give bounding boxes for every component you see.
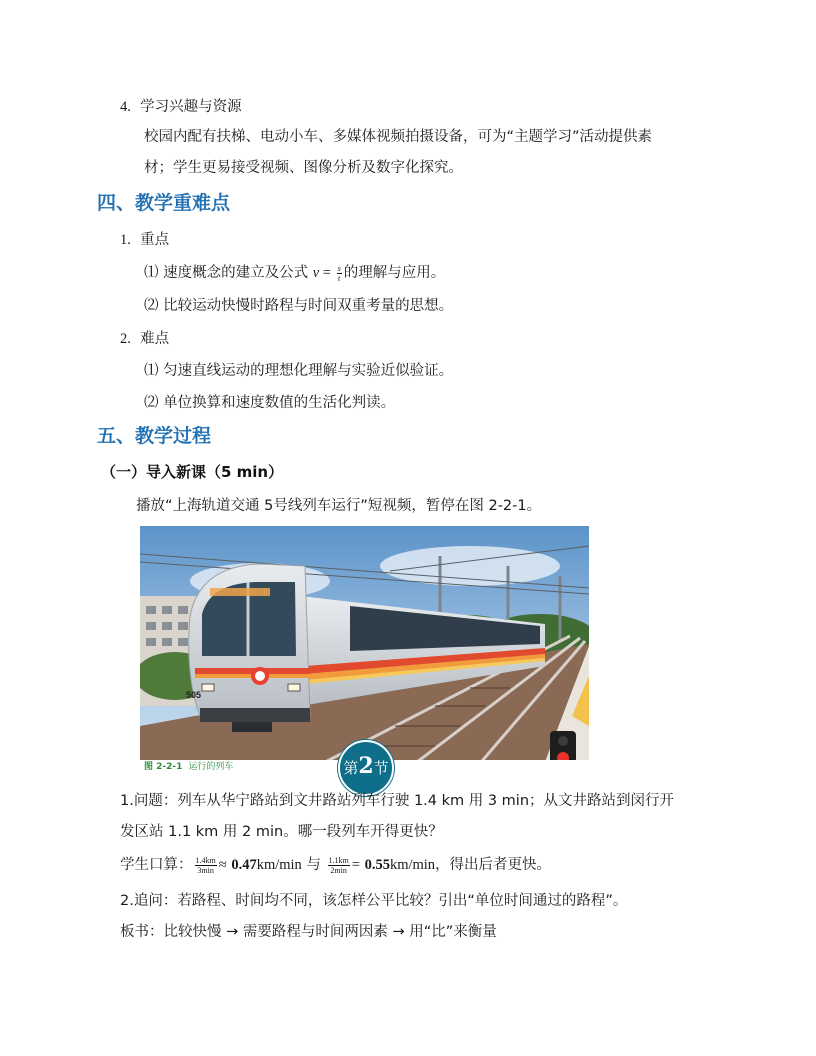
key-points-heading	[120, 230, 169, 250]
calc-fraction-1-numerator: 1.4km	[195, 855, 216, 865]
interest-title: 学习兴趣与资源	[140, 99, 242, 115]
board-writing: 板书：比较快慢 → 需要路程与时间两因素 → 用“比”来衡量	[120, 924, 497, 940]
interest-number: 4.	[120, 99, 131, 115]
calc-tail: ，得出后者更快。	[435, 857, 552, 873]
question-2: 2.追问：若路程、时间均不同，该怎样公平比较？引出“单位时间通过的路程”。	[120, 893, 628, 909]
badge-suffix: 节	[373, 759, 389, 777]
key-point-1-prefix: ⑴ 速度概念的建立及公式	[144, 265, 309, 281]
interest-heading	[120, 97, 242, 117]
mental-calculation	[120, 855, 551, 875]
intro-text: 播放“上海轨道交通 5号线列车运行”短视频，暂停在图 2-2-1。	[136, 498, 542, 514]
question-1-line-1: 1.问题：列车从华宁路站到文井路站列车行驶 1.4 km 用 3 min；从文井路站到闵行开	[120, 793, 675, 809]
calc-fraction-1	[195, 856, 217, 875]
calc-fraction-1-denominator: 3min	[197, 865, 214, 875]
calc-unit-1: km/min	[256, 857, 302, 873]
difficult-points-number: 2.	[120, 331, 131, 347]
formula-denominator: t	[338, 273, 341, 283]
calc-fraction-2-denominator: 2min	[330, 865, 347, 875]
difficult-point-2: ⑵ 单位换算和速度数值的生活化判读。	[144, 395, 396, 411]
train-illustration	[140, 526, 589, 775]
key-point-1-suffix: 的理解与应用。	[343, 265, 446, 281]
question-1-line-2: 发区站 1.1 km 用 2 min。哪一段列车开得更快？	[120, 824, 443, 840]
calc-fraction-2	[328, 856, 350, 875]
calc-equals: =	[351, 857, 360, 873]
formula-fraction	[337, 264, 342, 283]
calc-label: 学生口算：	[120, 857, 193, 873]
difficult-points-heading	[120, 329, 169, 349]
calc-and: 与	[301, 857, 326, 873]
key-point-2: ⑵ 比较运动快慢时路程与时间双重考量的思想。	[144, 298, 454, 314]
train-number: 505	[186, 690, 202, 700]
section-badge	[338, 740, 394, 796]
calc-value-1: 0.47	[231, 857, 257, 873]
subsection-intro-heading: （一）导入新课（5 min）	[101, 463, 284, 481]
calc-value-2: 0.55	[364, 857, 390, 873]
section-4-heading: 四、教学重难点	[97, 192, 231, 214]
figure-caption	[144, 761, 233, 774]
section-5-heading: 五、教学过程	[97, 425, 212, 447]
key-points-title: 重点	[140, 232, 170, 248]
badge-number: 2	[358, 753, 374, 779]
key-point-1	[144, 263, 445, 283]
formula-v: v	[312, 265, 320, 281]
difficult-point-1: ⑴ 匀速直线运动的理想化理解与实验近似验证。	[144, 363, 454, 379]
badge-prefix: 第	[343, 759, 359, 777]
interest-line-1: 校园内配有扶梯、电动小车、多媒体视频拍摄设备，可为“主题学习”活动提供素	[144, 129, 653, 145]
difficult-points-title: 难点	[140, 331, 170, 347]
section-badge-text	[340, 755, 392, 779]
key-points-number: 1.	[120, 232, 131, 248]
interest-line-2: 材；学生更易接受视频、图像分析及数字化探究。	[144, 160, 463, 176]
calc-fraction-2-numerator: 1.1km	[328, 855, 349, 865]
train-photo	[140, 526, 589, 775]
calc-approx: ≈	[218, 857, 227, 873]
figure-caption-number: 图 2-2-1	[144, 762, 183, 772]
figure-caption-text: 运行的列车	[188, 762, 234, 772]
formula-numerator: s	[337, 263, 341, 273]
calc-unit-2: km/min	[389, 857, 436, 873]
formula-equals: =	[319, 265, 335, 281]
